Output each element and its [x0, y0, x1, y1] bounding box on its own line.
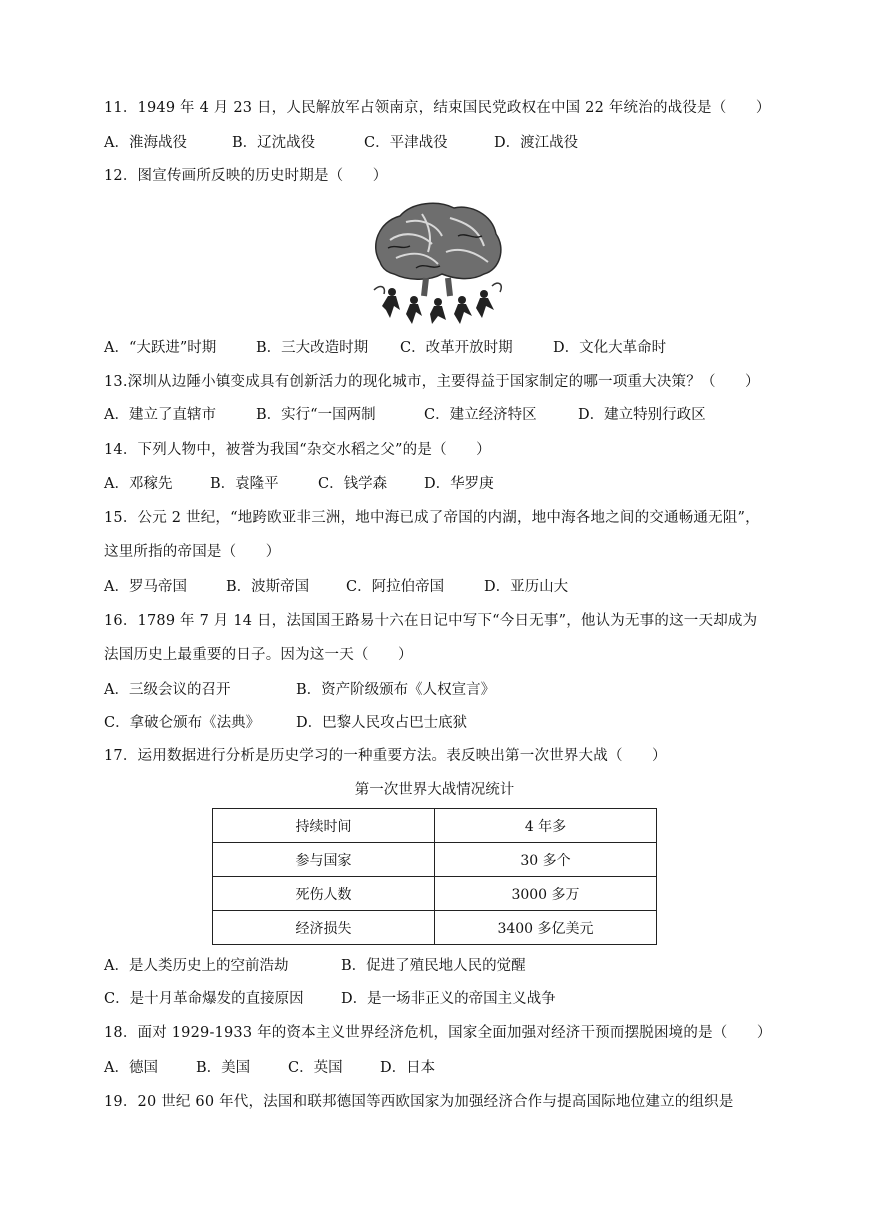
- question-15-stem-line1: 15．公元 2 世纪，“地跨欧亚非三洲，地中海已成了帝国的内湖，地中海各地之间的交通畅通无阻”，: [104, 510, 760, 526]
- question-18-stem: 18．面对 1929-1933 年的资本主义世界经济危机，国家全面加强对经济干预而摆脱困境的是（ ）: [104, 1025, 772, 1041]
- q17-option-a: A．是人类历史上的空前浩劫: [104, 958, 289, 974]
- q11-option-a: A．淮海战役: [104, 135, 187, 151]
- question-14-stem: 14．下列人物中，被誉为我国“杂交水稻之父”的是（ ）: [104, 442, 491, 458]
- table-cell-value: 3400 多亿美元: [435, 911, 657, 945]
- q14-option-a: A．邓稼先: [104, 476, 173, 492]
- question-11-stem: 11．1949 年 4 月 23 日，人民解放军占领南京，结束国民党政权在中国 22 年统治的战役是（ ）: [104, 100, 771, 116]
- q17-option-b: B．促进了殖民地人民的觉醒: [341, 958, 526, 974]
- q12-option-c: C．改革开放时期: [400, 340, 513, 356]
- q15-option-b: B．波斯帝国: [226, 579, 310, 595]
- table-cell-value: 30 多个: [435, 843, 657, 877]
- table-cell-label: 持续时间: [213, 809, 435, 843]
- table-cell-label: 参与国家: [213, 843, 435, 877]
- q16-option-b: B．资产阶级颁布《人权宣言》: [296, 682, 496, 698]
- propaganda-poster-image: [366, 200, 506, 328]
- q11-option-c: C．平津战役: [364, 135, 448, 151]
- q13-option-d: D．建立特别行政区: [578, 407, 706, 423]
- q11-option-b: B．辽沈战役: [232, 135, 316, 151]
- q17-option-c: C．是十月革命爆发的直接原因: [104, 991, 304, 1007]
- question-16-stem-line1: 16．1789 年 7 月 14 日，法国国王路易十六在日记中写下“今日无事”，他认为无事的这一天却成为: [104, 613, 758, 629]
- q15-option-c: C．阿拉伯帝国: [346, 579, 445, 595]
- q16-option-a: A．三级会议的召开: [104, 682, 231, 698]
- question-12-stem: 12．图宣传画所反映的历史时期是（ ）: [104, 168, 388, 184]
- q18-option-b: B．美国: [196, 1060, 251, 1076]
- q13-option-a: A．建立了直辖市: [104, 407, 216, 423]
- q14-option-b: B．袁隆平: [210, 476, 279, 492]
- q16-option-c: C．拿破仑颁布《法典》: [104, 715, 261, 731]
- q13-option-c: C．建立经济特区: [424, 407, 537, 423]
- q18-option-c: C．英国: [288, 1060, 343, 1076]
- q12-option-a: A．“大跃进”时期: [104, 340, 217, 356]
- question-19-stem: 19．20 世纪 60 年代，法国和联邦德国等西欧国家为加强经济合作与提高国际地位建立的组织是: [104, 1094, 734, 1110]
- q18-option-a: A．德国: [104, 1060, 158, 1076]
- table-cell-label: 死伤人数: [213, 877, 435, 911]
- question-13-stem: 13.深圳从边陲小镇变成具有创新活力的现化城市，主要得益于国家制定的哪一项重大决策？（ ）: [104, 374, 760, 390]
- q12-option-d: D．文化大革命时: [553, 340, 667, 356]
- table-row: [213, 877, 657, 911]
- table-cell-value: 4 年多: [435, 809, 657, 843]
- question-15-stem-line2: 这里所指的帝国是（ ）: [104, 544, 281, 560]
- q11-option-d: D．渡江战役: [494, 135, 579, 151]
- table-cell-label: 经济损失: [213, 911, 435, 945]
- q17-option-d: D．是一场非正义的帝国主义战争: [341, 991, 556, 1007]
- q15-option-d: D．亚历山大: [484, 579, 569, 595]
- table-row: [213, 843, 657, 877]
- q14-option-c: C．钱学森: [318, 476, 388, 492]
- q16-option-d: D．巴黎人民攻占巴士底狱: [296, 715, 468, 731]
- q14-option-d: D．华罗庚: [424, 476, 494, 492]
- question-16-stem-line2: 法国历史上最重要的日子。因为这一天（ ）: [104, 647, 413, 663]
- q18-option-d: D．日本: [380, 1060, 436, 1076]
- q15-option-a: A．罗马帝国: [104, 579, 187, 595]
- table-cell-value: 3000 多万: [435, 877, 657, 911]
- ww1-statistics-table: [212, 808, 657, 945]
- question-17-stem: 17．运用数据进行分析是历史学习的一种重要方法。表反映出第一次世界大战（ ）: [104, 748, 667, 764]
- q13-option-b: B．实行“一国两制: [256, 407, 376, 423]
- table-row: [213, 911, 657, 945]
- q12-option-b: B．三大改造时期: [256, 340, 369, 356]
- table-row: [213, 809, 657, 843]
- table-caption: 第一次世界大战情况统计: [354, 782, 515, 798]
